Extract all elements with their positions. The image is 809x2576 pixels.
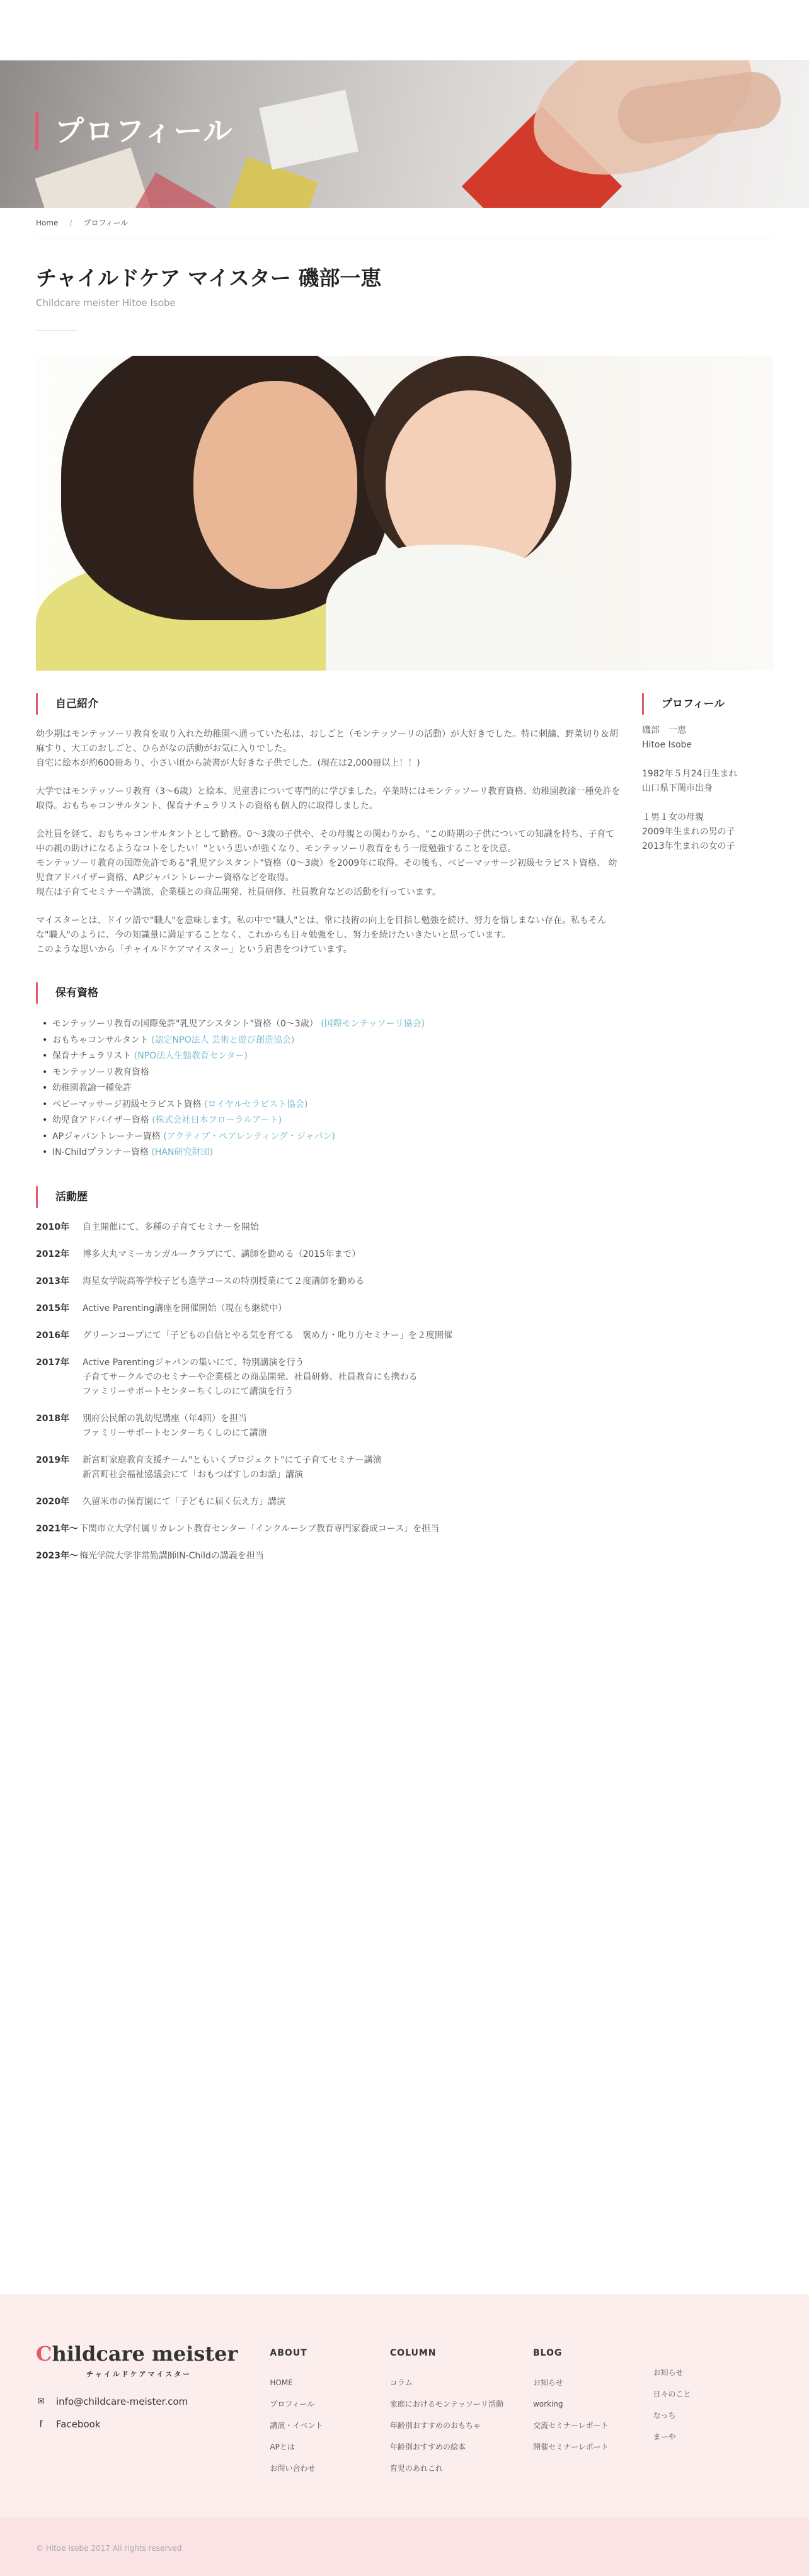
history-row: 2017年 Active Parentingジャパンの集いにて、特別講演を行う 子育てサークルでのセミナーや企業様との商品開発、社員研修、社員教育にも携わる ファミリーサポートセンターちくしのにて講演を行う (36, 1357, 418, 1397)
history-row: 2016年 グリーンコープにて「子どもの自信とやる気を育てる 褒め方・叱り方セミナー」を２度開催 (36, 1330, 453, 1341)
footer-link[interactable]: 日々のこと (653, 2389, 691, 2398)
history-row: 2012年 博多大丸マミーカンガルークラブにて、講師を勤める（2015年まで） (36, 1249, 361, 1259)
qual-org-link[interactable]: (株式会社日本フローラルアート) (152, 1115, 282, 1126)
quals-list (36, 1016, 622, 1161)
history-row: 2015年 Active Parenting講座を開催開始（現在も継続中） (36, 1303, 287, 1314)
footer-link[interactable]: 育児のあれこれ (389, 2464, 443, 2473)
footer-link[interactable]: working (532, 2400, 563, 2409)
profile-sidebar (642, 693, 773, 1576)
footer-link[interactable]: 家庭におけるモンテッソーリ活動 (389, 2400, 503, 2409)
qual-item: • IN-Childプランナー資格 (HAN研究財団) (36, 1145, 622, 1161)
footer-email-link[interactable]: info@childcare-meister.com (56, 2396, 188, 2407)
footer (0, 2294, 809, 2517)
footer-link[interactable]: HOME (270, 2378, 293, 2388)
footer-link[interactable]: 講演・イベント (270, 2421, 323, 2431)
breadcrumb-current: プロフィール (83, 218, 129, 227)
copyright-text: © Hitoe Isobe 2017 All rights reserved (36, 2544, 182, 2553)
footer-col-heading: COLUMN (389, 2347, 437, 2358)
intro-heading: 自己紹介 (36, 693, 622, 715)
page-title: チャイルドケア マイスター 磯部一恵 (36, 266, 382, 290)
qual-org-link[interactable]: (ロイヤルセラピスト協会) (204, 1099, 308, 1109)
footer-link[interactable]: 年齢別おすすめのおもちゃ (389, 2421, 481, 2431)
footer-link[interactable]: APとは (270, 2443, 295, 2452)
footer-link[interactable]: まーや (653, 2432, 676, 2441)
sidebar-profile-text: 磯部 一恵 Hitoe Isobe 1982年５月24日生まれ 山口県下関市出身 １男１女の母親 2009年生まれの男の子 2013年生まれの女の子 (642, 725, 738, 852)
footer-link[interactable]: コラム (389, 2378, 413, 2388)
footer-link[interactable]: プロフィール (270, 2400, 315, 2409)
facebook-icon: f (39, 2419, 43, 2429)
qual-org-link[interactable]: (認定NPO法人 芸術と遊び創造協会) (151, 1035, 295, 1045)
qual-item: • ベビーマッサージ初級セラピスト資格 (ロイヤルセラピスト協会) (36, 1097, 622, 1113)
mail-icon: ✉ (37, 2397, 45, 2407)
footer-col-about (270, 2342, 390, 2480)
history-row: 2020年 久留米市の保育園にて「子どもに届く伝え方」講演 (36, 1496, 285, 1507)
history-list (36, 1220, 622, 1563)
history-heading: 活動歴 (36, 1186, 622, 1208)
qual-item: • モンテッソーリ教育資格 (36, 1065, 622, 1081)
footer-brand (36, 2342, 270, 2480)
footer-link[interactable]: 年齢別おすすめの絵本 (389, 2443, 466, 2452)
footer-col-column (390, 2342, 533, 2480)
quals-heading: 保有資格 (36, 982, 622, 1004)
sidebar-heading: プロフィール (642, 693, 773, 715)
intro-paragraph: 会社員を経て、おもちゃコンサルタントとして勤務。0〜3歳の子供や、その母親との関わりから、"この時期の子供についての知識を持ち、子育て中の親の助けになるようなコトをしたい！"という思いが強くなり、モンテッソーリ教育をもう一度勉強することを決意。 モンテッソーリ教育の国際免許である"乳児アシスタント"資格（0〜3歳）を2009年に取得。その後も、ベビーマッサージ初級セラピスト資格、 幼児食アドバイザー資格、APジャパントレーナー資格などを取得。 現在は子育てセミナーや講演、企業様との商品開発、社員研修、社員教育などの活動を行っています。 (36, 829, 617, 898)
qual-item: • 幼稚園教諭一種免許 (36, 1081, 622, 1097)
intro-paragraph: 幼少期はモンテッソーリ教育を取り入れた幼稚園へ通っていた私は、おしごと（モンテッソーリの活動）が大好きでした。特に刺繍、野菜切り＆胡麻すり、大工のおしごと、ひらがなの活動がお気に入りでした。 自宅に絵本が約600冊あり、小さい頃から読書が大好きな子供でした。(現在は2,000冊以上！！) (36, 729, 618, 769)
history-row: 2010年 自主開催にて、多種の子育てセミナーを開始 (36, 1222, 259, 1232)
footer-link[interactable]: 開催セミナーレポート (532, 2443, 609, 2452)
footer-link[interactable]: お知らせ (532, 2378, 563, 2388)
page-subtitle: Childcare meister Hitoe Isobe (36, 297, 176, 309)
footer-link[interactable]: お知らせ (653, 2368, 684, 2377)
main-content (36, 693, 622, 1576)
qual-item: • 保育ナチュラリスト (NPO法人生態教育センター) (36, 1048, 622, 1065)
qual-org-link[interactable]: (HAN研究財団) (151, 1147, 213, 1158)
qual-org-link[interactable]: (国際モンテッソーリ協会) (321, 1019, 425, 1030)
footer-link[interactable]: お問い合わせ (270, 2464, 316, 2473)
breadcrumb (36, 208, 773, 239)
intro-paragraph: 大学ではモンテッソーリ教育（3〜6歳）と絵本、児童書について専門的に学びました。卒業時にはモンテッソーリ教育資格、幼稚園教諭一種免許を取得。おもちゃコンサルタント、保育ナチュラリストの資格も個人的に取得しました。 (36, 786, 621, 812)
footer-logo-subtitle: チャイルドケアマイスター (86, 2369, 192, 2378)
profile-photo (36, 356, 773, 671)
footer-col-blog-categories (653, 2342, 774, 2480)
title-divider (36, 330, 77, 331)
footer-col-heading: ABOUT (270, 2347, 307, 2358)
qual-item: • 幼児食アドバイザー資格 (株式会社日本フローラルアート) (36, 1113, 622, 1129)
history-row: 2021年〜 下関市立大学付属リカレント教育センター「インクルーシブ教育専門家養成コース」を担当 (36, 1523, 440, 1534)
qual-item: • APジャパントレーナー資格 (アクティブ・ペアレンティング・ジャパン) (36, 1129, 622, 1145)
qual-item: • モンテッソーリ教育の国際免許"乳児アシスタント"資格（0〜3歳） (国際モンテッソーリ協会) (36, 1016, 622, 1033)
breadcrumb-home-link[interactable]: Home (36, 218, 59, 227)
qual-item: • おもちゃコンサルタント (認定NPO法人 芸術と遊び創造協会) (36, 1033, 622, 1049)
history-row: 2018年 別府公民館の乳幼児講座（年4回）を担当 ファミリーサポートセンターちくしのにて講演 (36, 1413, 267, 1438)
footer-col-heading: BLOG (532, 2347, 563, 2358)
footer-link[interactable]: なっち (653, 2410, 676, 2420)
footer-link[interactable]: 交流セミナーレポート (532, 2421, 609, 2431)
copyright-bar (0, 2517, 809, 2576)
history-row: 2013年 海星女学院高等学校子ども進学コースの特別授業にて２度講師を勤める (36, 1276, 365, 1286)
hero-banner (0, 60, 809, 208)
history-row: 2023年〜 梅光学院大学非常勤講師IN-Childの講義を担当 (36, 1550, 264, 1561)
intro-paragraph: マイスターとは、ドイツ語で"職人"を意味します。私の中で"職人"とは、常に技術の向上を目指し勉強を続け、努力を惜しまない存在。私もそんな"職人"のように、今の知識量に満足することなく、これからも日々勉強をし、努力を続けたいきたいと思っています。 このような思いから「チャイルドケアマイスター」という肩書をつけています。 (36, 916, 606, 955)
top-bar (0, 0, 809, 60)
breadcrumb-separator: / (69, 218, 72, 227)
history-row: 2019年 新宮町家庭教育支援チーム"ともいくプロジェクト"にて子育てセミナー講演 新宮町社会福祉協議会にて「おもつばすしのお話」講演 (36, 1455, 382, 1480)
qual-org-link[interactable]: (アクティブ・ペアレンティング・ジャパン) (163, 1131, 335, 1142)
qual-org-link[interactable]: (NPO法人生態教育センター) (134, 1051, 248, 1062)
hero-title: プロフィール (35, 112, 233, 150)
footer-facebook-link[interactable]: Facebook (56, 2419, 101, 2430)
footer-col-blog (533, 2342, 653, 2480)
footer-logo[interactable]: Childcare meister (36, 2341, 238, 2366)
